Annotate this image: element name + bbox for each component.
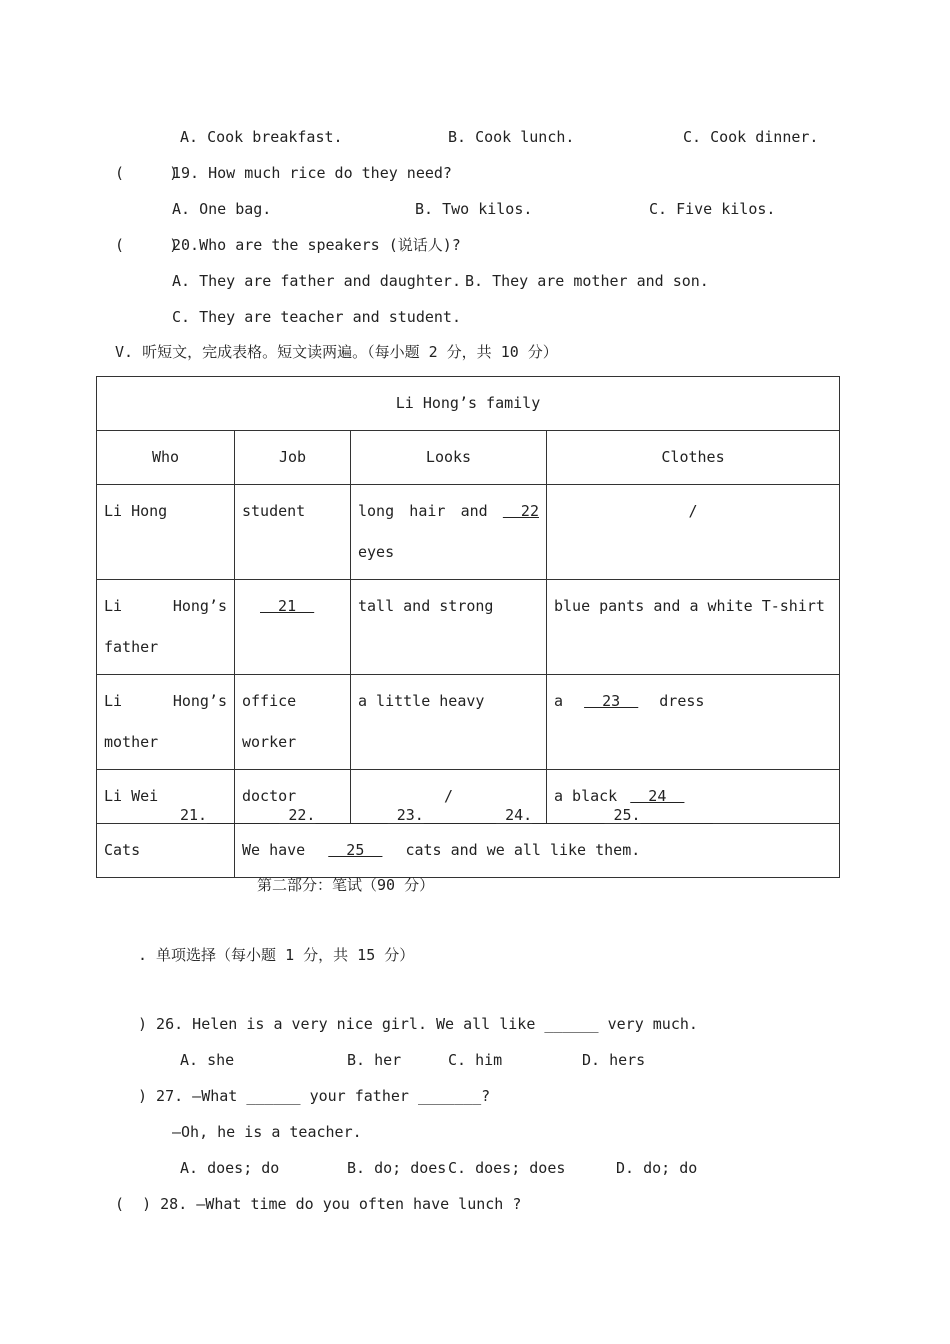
who-word: mother (104, 733, 159, 751)
table-row (97, 675, 840, 770)
section-5-title: V. 听短文，完成表格。短文读两遍。（每小题 2 分，共 10 分） (115, 343, 558, 361)
table-row (97, 580, 840, 675)
blank-25: 25 (328, 841, 383, 859)
cats-post: cats and we all like them. (405, 841, 641, 859)
q26-option-a: A. she (180, 1051, 235, 1069)
part-2-title: 第二部分：笔试（90 分） (257, 876, 435, 894)
cell-job (235, 675, 351, 770)
who-word: Li (104, 597, 123, 615)
table-row (97, 485, 840, 580)
cell-who (97, 675, 235, 770)
clothes-pre: a (554, 692, 564, 710)
q19-stem: 19. How much rice do they need? (172, 164, 452, 182)
who-word: Hong’s (172, 597, 227, 615)
clothes-post: dress (659, 692, 705, 710)
q20-option-b: B. They are mother and son. (465, 272, 709, 290)
q20-option-c: C. They are teacher and student. (172, 308, 461, 326)
q26-option-c: C. him (448, 1051, 503, 1069)
q27-option-a: A. does; do (180, 1159, 280, 1177)
table-title: Li Hong’s family (97, 377, 840, 431)
blank-21: 21 (260, 597, 315, 615)
q19-paren: ( ) (115, 164, 179, 182)
cell-clothes: / (547, 485, 840, 580)
cell-looks: / (351, 770, 547, 824)
q26-stem: ) 26. Helen is a very nice girl. We all like ______ very much. (138, 1015, 698, 1033)
header-looks: Looks (351, 431, 547, 485)
cell-clothes: blue pants and a white T-shirt (547, 580, 840, 675)
q18-option-c: C. Cook dinner. (683, 128, 819, 146)
family-table (96, 376, 840, 878)
q26-option-d: D. hers (582, 1051, 646, 1069)
q18-option-a: A. Cook breakfast. (180, 128, 343, 146)
q28-stem: ( ) 28. —What time do you often have lunch ? (115, 1195, 522, 1213)
q20-option-a: A. They are father and daughter. (172, 272, 461, 290)
header-who: Who (97, 431, 235, 485)
job-word: office (242, 692, 297, 710)
cell-looks (351, 485, 547, 580)
q27-option-b: B. do; does (347, 1159, 447, 1177)
cell-job: doctor (235, 770, 351, 824)
looks-word: hair (409, 502, 446, 520)
cell-job (235, 580, 351, 675)
cell-job: student (235, 485, 351, 580)
who-word: father (104, 638, 159, 656)
blank-24: 24 (630, 787, 685, 805)
cell-looks: tall and strong (351, 580, 547, 675)
looks-tail: eyes (358, 543, 395, 561)
looks-word: and (460, 502, 488, 520)
blank-23: 23 (584, 692, 639, 710)
looks-word: long (358, 502, 395, 520)
header-clothes: Clothes (547, 431, 840, 485)
cell-who: Li Wei (97, 770, 235, 824)
cell-clothes (547, 675, 840, 770)
q19-option-b: B. Two kilos. (415, 200, 533, 218)
cell-looks: a little heavy (351, 675, 547, 770)
q27-option-d: D. do; do (616, 1159, 698, 1177)
q19-option-a: A. One bag. (172, 200, 272, 218)
cell-cats (235, 824, 840, 878)
clothes-pre: a black (554, 787, 618, 805)
header-job: Job (235, 431, 351, 485)
q20-stem: 20.Who are the speakers (说话人)? (172, 236, 461, 254)
single-choice-title: . 单项选择（每小题 1 分，共 15 分） (138, 946, 415, 964)
who-word: Hong’s (172, 692, 227, 710)
blank-22: 22 (502, 502, 539, 520)
answer-line: 21.________ 22.________ 23.________ 24.________ 25.________ (180, 806, 713, 824)
q18-option-b: B. Cook lunch. (448, 128, 575, 146)
who-word: Li (104, 692, 123, 710)
cats-pre: We have (242, 841, 306, 859)
q27-reply: —Oh, he is a teacher. (172, 1123, 362, 1141)
q20-paren: ( ) (115, 236, 179, 254)
table-row (97, 824, 840, 878)
cell-who: Li Hong (97, 485, 235, 580)
job-word: worker (242, 733, 297, 751)
cell-who: Cats (97, 824, 235, 878)
q27-option-c: C. does; does (448, 1159, 566, 1177)
cell-who (97, 580, 235, 675)
q19-option-c: C. Five kilos. (649, 200, 776, 218)
q26-option-b: B. her (347, 1051, 402, 1069)
q27-stem: ) 27. —What ______ your father _______? (138, 1087, 491, 1105)
